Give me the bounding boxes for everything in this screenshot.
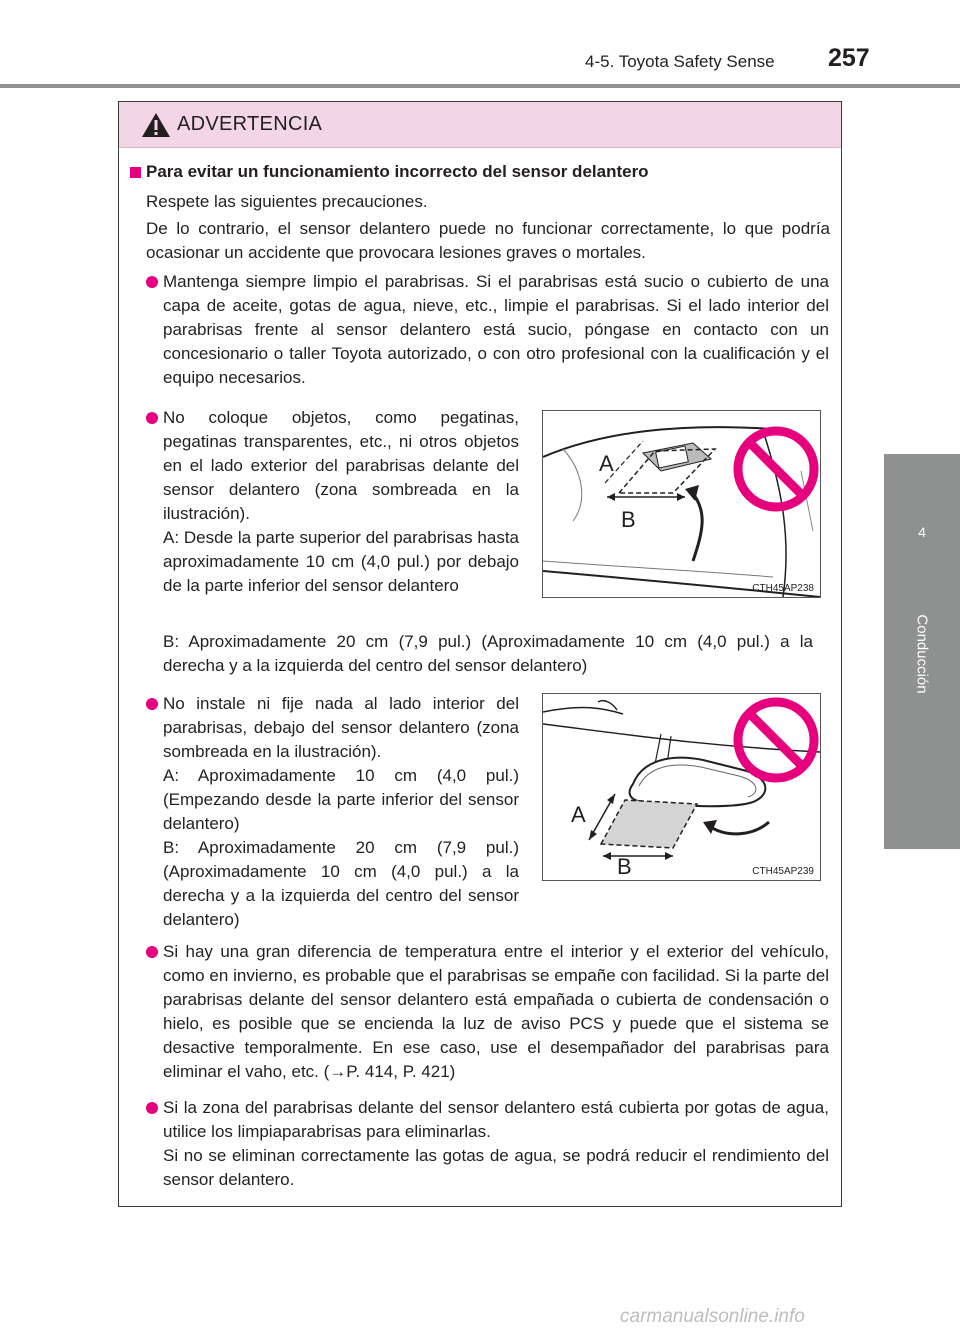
figure-windshield-outside [542,410,821,598]
watermark: carmanualsonline.info [620,1306,805,1327]
figure2-label-b: B [617,854,632,879]
bullet-dot [146,276,158,288]
intro-text-1: Respete las siguientes precauciones. [146,192,428,211]
chapter-title: Conducción [913,614,931,694]
figure2-label-a: A [571,802,586,827]
bullet-no-attach-inside: No instale ni fije nada al lado interior del parabrisas, debajo del sensor delantero (zona sombreada en la ilustración). [163,694,519,761]
bullet-dot [146,1102,158,1114]
section-heading: Para evitar un funcionamiento incorrecto del sensor delantero [146,162,649,181]
bullet-fogging: Si hay una gran diferencia de temperatura entre el interior y el exterior del vehículo, como en invierno, es probable que el parabrisas se empañe con facilidad. Si la parte del parabrisas delante del sensor delantero está empañada o cubierta de condensación o hielo, es posible que se encienda la luz de aviso PCS y puede que el sistema se desactive temporalmente. En ese caso, use el desempañador del parabrisas para eliminar el vaho, etc. (→P. 414, P. 421) [163,942,829,1081]
bullet-water-drops: Si la zona del parabrisas delante del sensor delantero está cubierta por gotas de agua, utilice los limpiaparabrisas para eliminarlas. [163,1098,829,1141]
bullet-dot [146,946,158,958]
bullet-no-attach-a: A: Aproximadamente 10 cm (4,0 pul.) (Empezando desde la parte inferior del sensor delantero) [163,766,519,833]
bullet-clean-windshield: Mantenga siempre limpio el parabrisas. Si el parabrisas está sucio o cubierto de una capa de aceite, gotas de agua, nieve, etc., limpie el parabrisas. Si el lado interior del parabrisas frente al sensor delantero está sucio, póngase en contacto con un concesionario o taller Toyota autorizado, o con otro profesional con la cualificación y el equipo necesarios. [163,272,829,387]
intro-text-2: De lo contrario, el sensor delantero puede no funcionar correctamente, lo que podría ocasionar un accidente que provocara lesiones graves o mortales. [146,219,830,262]
warning-box [118,101,842,1207]
figure-windshield-inside [542,693,821,881]
bullet-no-stickers-outside: No coloque objetos, como pegatinas, pegatinas transparentes, etc., ni otros objetos en el lado exterior del parabrisas delante del sensor delantero (zona sombreada en la ilustración). [163,408,519,523]
header-rule [0,84,960,88]
figure1-code: CTH45AP238 [752,583,814,594]
bullet-no-stickers-b: B: Aproximadamente 20 cm (7,9 pul.) (Aproximadamente 10 cm (4,0 pul.) a la derecha y a la izquierda del centro del sensor delantero) [163,632,813,675]
windshield-inside-illustration [543,694,820,880]
bullet-water-drops-b: Si no se eliminan correctamente las gotas de agua, se podrá reducir el rendimiento del sensor delantero. [163,1146,829,1189]
section-square-marker [130,167,141,178]
figure2-code: CTH45AP239 [752,866,814,877]
running-header-section: 4-5. Toyota Safety Sense [585,52,775,71]
figure1-label-a: A [599,451,614,476]
warning-title: ADVERTENCIA [177,113,323,135]
bullet-no-stickers-a: A: Desde la parte superior del parabrisas hasta aproximadamente 10 cm (4,0 pul.) por debajo de la parte inferior del sensor delantero [163,528,519,595]
prohibited-icon [738,431,814,507]
warning-header [119,102,841,148]
chapter-number: 4 [918,524,926,540]
bullet-no-attach-b: B: Aproximadamente 20 cm (7,9 pul.) (Aproximadamente 10 cm (4,0 pul.) a la derecha y a la izquierda del centro del sensor delantero) [163,838,519,929]
warning-triangle-icon [141,112,171,138]
bullet-dot [146,412,158,424]
page-number: 257 [828,44,870,72]
windshield-outside-illustration [543,411,820,597]
bullet-dot [146,698,158,710]
chapter-side-tab [884,454,960,849]
figure1-label-b: B [621,507,636,532]
prohibited-icon [738,702,814,778]
